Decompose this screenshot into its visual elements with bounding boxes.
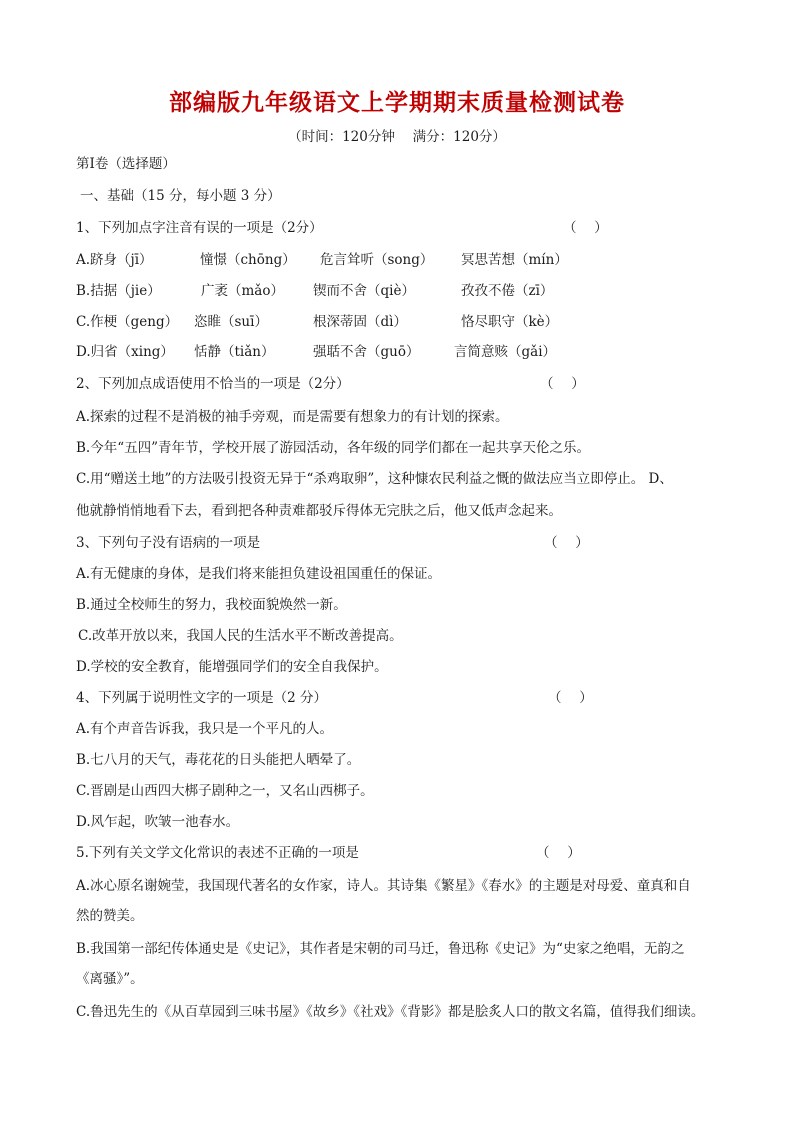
volume-heading: 第Ⅰ卷（选择题） — [76, 156, 176, 172]
q1-option-a-word-3: 危言耸听（song） — [320, 252, 434, 268]
q5-option-b-line-2: 《离骚》”。 — [76, 971, 144, 987]
q2-option-c: C.用“赠送土地”的方法吸引投资无异于“杀鸡取卵”，这种慷农民利益之慨的做法应当立即停止。 D、 — [76, 471, 673, 487]
q1-option-a-word-1: A.跻身（jī） — [76, 252, 153, 268]
part-heading: 一、基础（15 分，每小题 3 分） — [80, 188, 281, 204]
question-3-stem: 3、下列句子没有语病的一项是 — [76, 535, 261, 551]
question-4-answer-bracket: （ ） — [548, 690, 593, 706]
q1-option-b-word-3: 锲而不舍（qiè） — [313, 283, 415, 299]
q1-option-c-word-2: 恣睢（suī） — [194, 314, 268, 330]
question-4-stem: 4、下列属于说明性文字的一项是（2 分） — [76, 690, 327, 706]
question-5-answer-bracket: （ ） — [536, 845, 581, 861]
q1-option-d-word-3: 强聒不舍（guō） — [313, 344, 420, 360]
q1-option-a-word-2: 憧憬（chōng） — [200, 252, 296, 268]
q2-option-d: 他就静悄悄地看下去，看到把各种责难都驳斥得体无完肤之后，他又低声念起来。 — [76, 503, 562, 519]
question-1-stem: 1、下列加点字注音有误的一项是（2分） — [76, 220, 323, 236]
question-5-stem: 5.下列有关文学文化常识的表述不正确的一项是 — [76, 845, 359, 861]
page-title: 部编版九年级语文上学期期末质量检测试卷 — [169, 90, 625, 116]
q1-option-b-word-1: B.拮据（jie） — [76, 283, 161, 299]
q4-option-d: D.风乍起，吹皱一池春水。 — [76, 814, 240, 830]
q1-option-b-word-2: 广袤（mǎo） — [201, 283, 284, 299]
q5-option-c: C.鲁迅先生的《从百草园到三味书屋》《故乡》《社戏》《背影》都是脍炙人口的散文名篇，值得我们细读。 — [76, 1004, 705, 1020]
q5-option-b-line-1: B.我国第一部纪传体通史是《史记》，其作者是宋朝的司马迁，鲁迅称《史记》为“史家之绝唱，无韵之 — [76, 941, 685, 957]
q1-option-c-word-4: 恪尽职守（kè） — [461, 314, 559, 330]
question-2-stem: 2、下列加点成语使用不恰当的一项是（2分） — [76, 376, 350, 392]
exam-time-score: （时间：120分钟 满分：120分） — [288, 129, 506, 145]
question-1-answer-bracket: （ ） — [563, 220, 608, 236]
q4-option-a: A.有个声音告诉我，我只是一个平凡的人。 — [76, 721, 334, 737]
q3-option-c: C.改革开放以来，我国人民的生活水平不断改善提高。 — [78, 628, 403, 644]
q5-option-a-line-1: A.冰心原名谢婉莹，我国现代著名的女作家，诗人。其诗集《繁星》《春水》的主题是对母爱、童真和自 — [76, 878, 691, 894]
q1-option-d-word-2: 恬静（tiǎn） — [194, 344, 275, 360]
q4-option-c: C.晋剧是山西四大梆子剧种之一，又名山西梆子。 — [76, 783, 374, 799]
question-3-answer-bracket: （ ） — [544, 535, 589, 551]
q1-option-b-word-4: 孜孜不倦（zī） — [461, 283, 554, 299]
q1-option-d-word-1: D.归省（xing） — [76, 344, 174, 360]
q1-option-c-word-3: 根深蒂固（dì） — [313, 314, 407, 330]
q1-option-a-word-4: 冥思苦想（mín） — [461, 252, 568, 268]
q2-option-b: B.今年“五四”青年节，学校开展了游园活动，各年级的同学们都在一起共享天伦之乐。 — [76, 440, 591, 456]
question-2-answer-bracket: （ ） — [540, 376, 585, 392]
q3-option-b: B.通过全校师生的努力，我校面貌焕然一新。 — [76, 597, 347, 613]
q4-option-b: B.七八月的天气，毒花花的日头能把人晒晕了。 — [76, 752, 361, 768]
q3-option-a: A.有无健康的身体，是我们将来能担负建设祖国重任的保证。 — [76, 566, 442, 582]
q1-option-d-word-4: 言简意赅（gǎi） — [454, 344, 557, 360]
q2-option-a: A.探索的过程不是消极的袖手旁观，而是需要有想象力的有计划的探索。 — [76, 409, 509, 425]
q3-option-d: D.学校的安全教育，能增强同学们的安全自我保护。 — [76, 659, 388, 675]
q1-option-c-word-1: C.作梗（geng） — [76, 314, 179, 330]
q5-option-a-line-2: 然的赞美。 — [76, 908, 144, 924]
